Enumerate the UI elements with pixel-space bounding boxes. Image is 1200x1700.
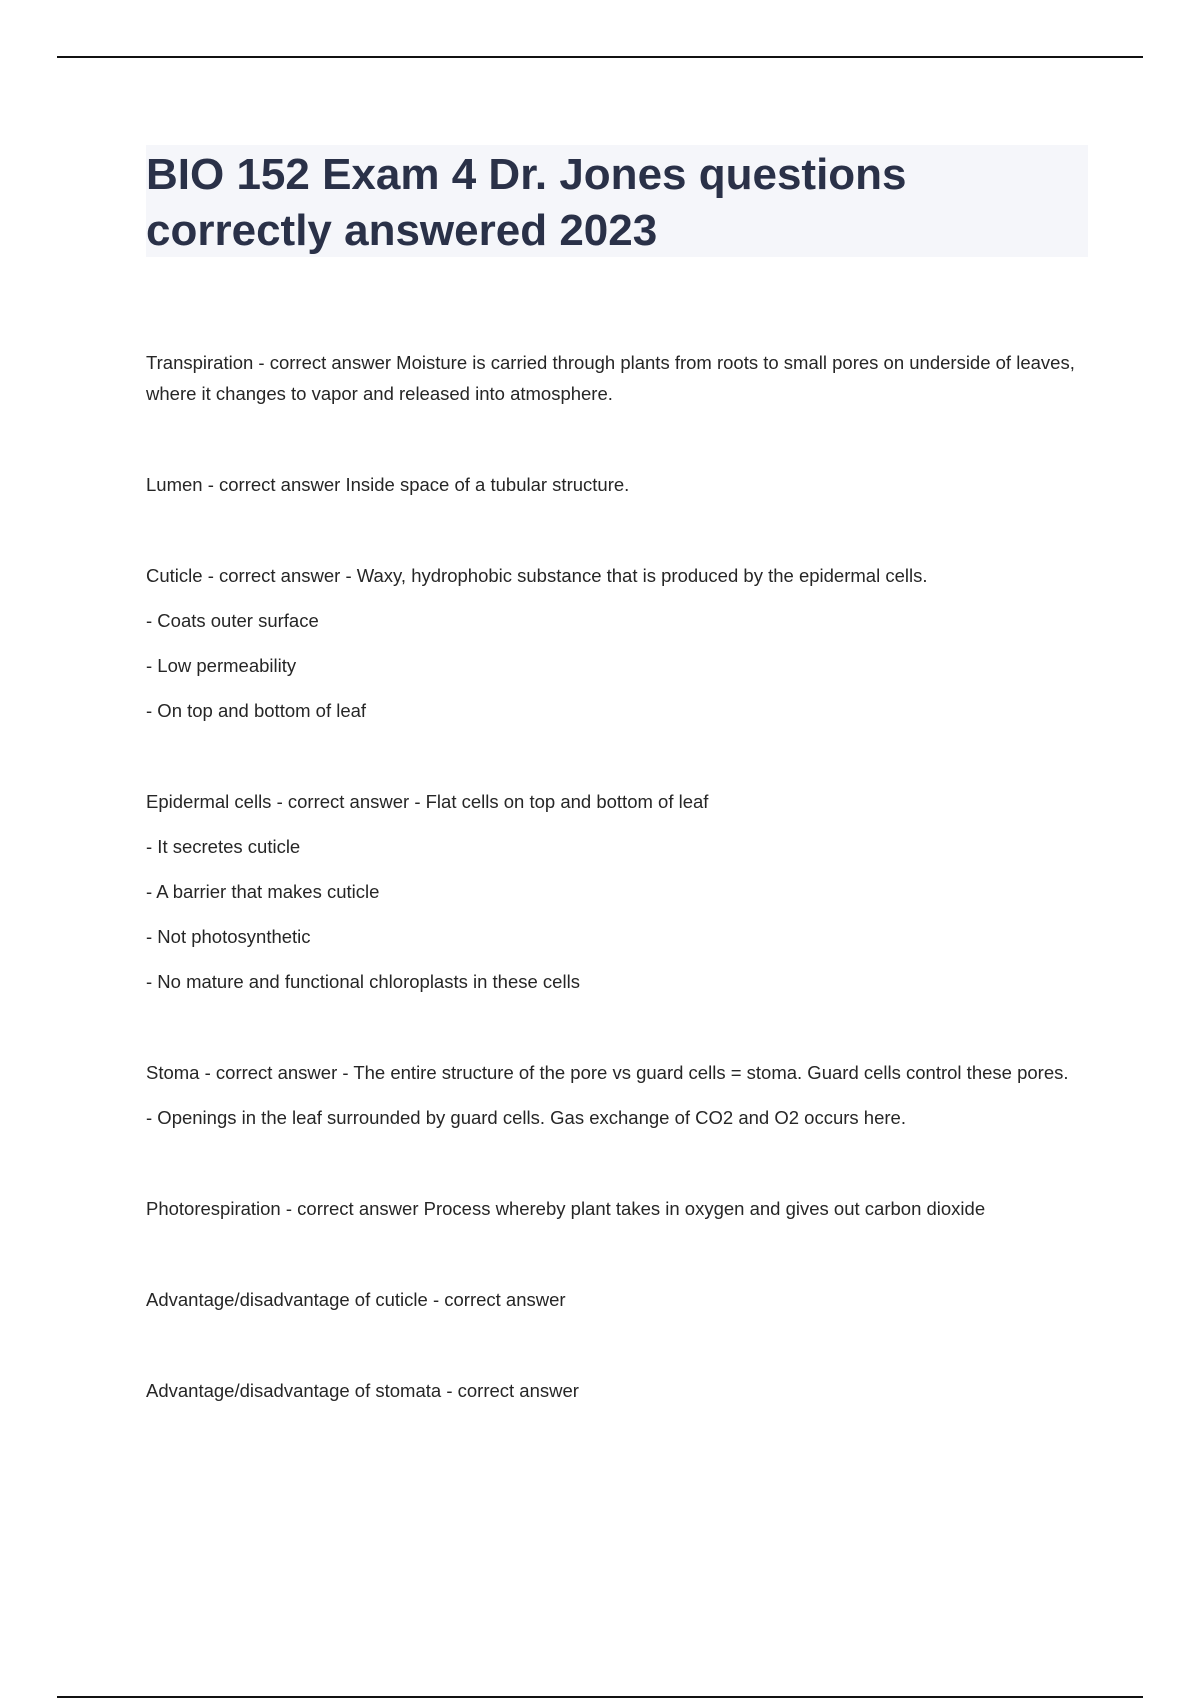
top-rule [57,56,1143,58]
entry-cuticle [146,560,1086,726]
entry-bullet: - A barrier that makes cuticle [146,881,380,902]
entry-bullet: - It secretes cuticle [146,836,301,857]
entry-lumen [146,469,1086,500]
document-title: BIO 152 Exam 4 Dr. Jones questions correctly answered 2023 [146,150,907,255]
entry-epidermal-cells [146,786,1086,997]
entry-transpiration [146,347,1086,409]
entry-line: Advantage/disadvantage of stomata - correct answer [146,1380,579,1401]
title-block [146,145,1088,257]
entry-bullet: - Openings in the leaf surrounded by guard cells. Gas exchange of CO2 and O2 occurs here. [146,1107,906,1128]
entry-line: Cuticle - correct answer - Waxy, hydrophobic substance that is produced by the epidermal cells. [146,565,928,586]
entry-cuticle-advantage [146,1284,1086,1315]
entry-bullet: - On top and bottom of leaf [146,700,367,721]
entry-photorespiration [146,1193,1086,1224]
entry-stoma [146,1057,1086,1133]
entry-bullet: - No mature and functional chloroplasts in these cells [146,971,580,992]
entry-line: Stoma - correct answer - The entire structure of the pore vs guard cells = stoma. Guard cells control these pores. [146,1062,1069,1083]
entry-line: Photorespiration - correct answer Process whereby plant takes in oxygen and gives out carbon dioxide [146,1198,986,1219]
bottom-rule [57,1696,1143,1698]
entry-line: Epidermal cells - correct answer - Flat cells on top and bottom of leaf [146,791,709,812]
entry-line: Transpiration - correct answer Moisture is carried through plants from roots to small pores on underside of leaves, where it changes to vapor and released into atmosphere. [146,352,1075,404]
entry-stomata-advantage [146,1375,1086,1406]
entry-line: Advantage/disadvantage of cuticle - correct answer [146,1289,566,1310]
entry-bullet: - Coats outer surface [146,610,319,631]
document-body [146,347,1086,1466]
entry-bullet: - Not photosynthetic [146,926,311,947]
entry-line: Lumen - correct answer Inside space of a tubular structure. [146,474,630,495]
entry-bullet: - Low permeability [146,655,297,676]
